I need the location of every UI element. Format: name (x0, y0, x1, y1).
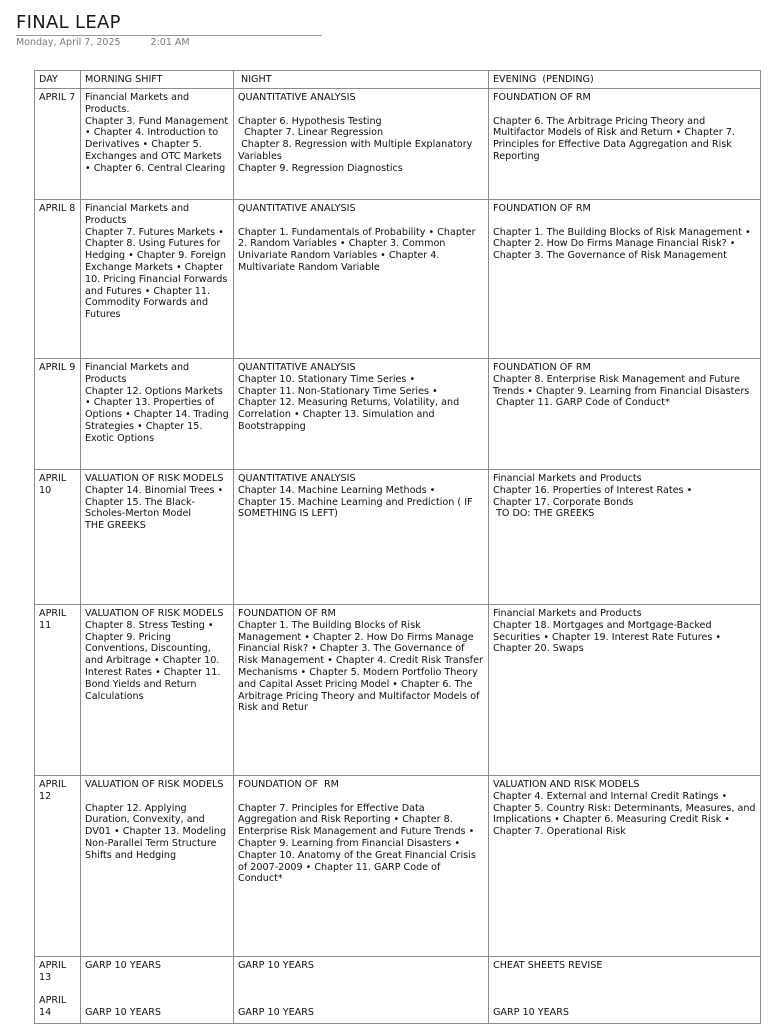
cell-line: Financial Markets and Products (493, 473, 642, 484)
evening-cell[interactable] (489, 470, 761, 605)
cell-line: Chapter 17. Corporate Bonds (493, 496, 634, 508)
cell-line: Chapter 1. The Building Blocks of Risk Management • Chapter 2. How Do Firms Manage Financial Risk? • Chapter 3. The Governance of Risk Management • Chapter 4. Credit Risk Transfer Mechanisms • Chapter 5. Modern Portfolio Theory and Capital Asset Pricing Model • Chapter 6. The Arbitrage Pricing Theory and Multifactor Models of Risk and Retur (238, 619, 486, 714)
evening-cell[interactable] (489, 776, 761, 957)
cell-line: APRIL 12 (39, 779, 70, 802)
evening-cell[interactable] (489, 359, 761, 470)
cell-line: APRIL 7 (39, 92, 76, 103)
cell-line: Chapter 15. Machine Learning and Prediction ( IF SOMETHING IS LEFT) (238, 496, 476, 520)
cell-line: Chapter 11. GARP Code of Conduct* (493, 397, 670, 409)
evening-cell[interactable] (489, 957, 761, 1024)
page-timestamp (16, 37, 190, 48)
morning-cell[interactable] (81, 359, 234, 470)
cell-line: VALUATION AND RISK MODELS (493, 779, 640, 790)
cell-line: GARP 10 YEARS (85, 1007, 161, 1019)
cell-line (493, 984, 756, 996)
cell-line: Chapter 1. The Building Blocks of Risk Management • Chapter 2. How Do Firms Manage Financial Risk? • Chapter 3. The Governance of Risk Management (493, 226, 754, 262)
header-cell-morning[interactable]: MORNING SHIFT (81, 71, 234, 89)
cell-line (238, 972, 484, 984)
day-cell[interactable] (35, 776, 81, 957)
evening-cell[interactable] (489, 200, 761, 359)
morning-cell[interactable] (81, 776, 234, 957)
cell-line: FOUNDATION OF RM (493, 203, 591, 214)
cell-line: Financial Markets and Products. (85, 92, 193, 115)
page-date: Monday, April 7, 2025 (16, 37, 121, 48)
cell-line: Chapter 14. Binomial Trees • Chapter 15. The Black-Scholes-Merton Model (85, 484, 227, 520)
day-cell[interactable] (35, 470, 81, 605)
cell-line: APRIL 11 (39, 608, 70, 631)
night-cell[interactable] (234, 200, 489, 359)
table-row (35, 89, 761, 200)
page-title: FINAL LEAP (16, 12, 121, 33)
cell-line: Chapter 14. Machine Learning Methods • (238, 484, 436, 496)
cell-line: GARP 10 YEARS (85, 960, 161, 971)
header-cell-evening[interactable]: EVENING (PENDING) (489, 71, 761, 89)
cell-line: APRIL 14 (39, 995, 70, 1019)
cell-line: Chapter 8. Enterprise Risk Management and Future Trends • Chapter 9. Learning from Financial Disasters (493, 373, 750, 397)
cell-line: Chapter 8. Stress Testing • Chapter 9. Pricing Conventions, Discounting, and Arbitrage • Chapter 10. Interest Rates • Chapter 11. Bond Yields and Return Calculations (85, 619, 224, 702)
cell-line: Chapter 8. Regression with Multiple Explanatory Variables (238, 139, 476, 162)
morning-cell[interactable] (81, 957, 234, 1024)
cell-line (85, 995, 229, 1007)
evening-cell[interactable] (489, 605, 761, 776)
night-cell[interactable] (234, 957, 489, 1024)
cell-line: APRIL 13 (39, 960, 70, 983)
table-header-row (35, 71, 761, 89)
cell-line: Chapter 12. Measuring Returns, Volatility, and Correlation • Chapter 13. Simulation and Bootstrapping (238, 397, 463, 432)
page-time: 2:01 AM (150, 37, 190, 48)
morning-cell[interactable] (81, 89, 234, 200)
cell-line (85, 984, 229, 996)
night-cell[interactable] (234, 359, 489, 470)
cell-line: Chapter 11. Non-Stationary Time Series • (238, 385, 438, 397)
cell-line: VALUATION OF RISK MODELS (85, 608, 224, 619)
cell-line: Chapter 12. Applying Duration, Convexity, and DV01 • Chapter 13. Modeling Non-Parallel Term Structure Shifts and Hedging (85, 802, 230, 861)
cell-line: GARP 10 YEARS (238, 1007, 314, 1019)
day-cell[interactable] (35, 605, 81, 776)
cell-line: VALUATION OF RISK MODELS (85, 473, 224, 484)
day-cell[interactable] (35, 359, 81, 470)
cell-line: Chapter 7. Principles for Effective Data Aggregation and Risk Reporting • Chapter 8. Enterprise Risk Management and Future Trends • Chapter 9. Learning from Financial Disasters • Chapter 10. Anatomy of the Great Financial Crisis of 2007-2009 • Chapter 11. GARP Code of Conduct* (238, 802, 479, 885)
cell-line: Chapter 6. The Arbitrage Pricing Theory and Multifactor Models of Risk and Return • Chapter 7. Principles for Effective Data Aggregation and Risk Reporting (493, 115, 739, 162)
cell-line: APRIL 9 (39, 362, 76, 373)
day-cell[interactable] (35, 89, 81, 200)
table-row (35, 776, 761, 957)
cell-line (493, 995, 756, 1007)
cell-line: APRIL 8 (39, 203, 76, 214)
title-underline (16, 35, 322, 36)
cell-line: Chapter 7. Futures Markets • Chapter 8. Using Futures for Hedging • Chapter 9. Foreign Exchange Markets • Chapter 10. Pricing Financial Forwards and Futures • Chapter 11. Commodity Forwards and Futures (85, 226, 231, 321)
cell-line: QUANTITATIVE ANALYSIS (238, 473, 356, 484)
cell-line: Chapter 1. Fundamentals of Probability • Chapter 2. Random Variables • Chapter 3. Common Univariate Random Variables • Chapter 4. Multivariate Random Variable (238, 226, 479, 273)
night-cell[interactable] (234, 605, 489, 776)
cell-line: GARP 10 YEARS (238, 960, 314, 971)
cell-line: THE GREEKS (85, 520, 146, 532)
cell-line: Chapter 18. Mortgages and Mortgage-Backed Securities • Chapter 19. Interest Rate Futures • Chapter 20. Swaps (493, 619, 725, 655)
cell-line: Chapter 3. Fund Management • Chapter 4. Introduction to Derivatives • Chapter 5. Exchanges and OTC Markets • Chapter 6. Central Clearing (85, 115, 232, 174)
table-row (35, 359, 761, 470)
cell-line (493, 104, 756, 116)
cell-line: Financial Markets and Products (493, 608, 642, 619)
morning-cell[interactable] (81, 200, 234, 359)
night-cell[interactable] (234, 776, 489, 957)
cell-line: VALUATION OF RISK MODELS (85, 779, 224, 790)
table-row (35, 200, 761, 359)
cell-line (238, 995, 484, 1007)
cell-line: Chapter 16. Properties of Interest Rates • (493, 484, 693, 496)
header-cell-day[interactable]: DAY (35, 71, 81, 89)
day-cell[interactable] (35, 957, 81, 1024)
cell-line: Chapter 12. Options Markets • Chapter 13. Properties of Options • Chapter 14. Trading Strategies • Chapter 15. Exotic Options (85, 385, 232, 444)
table-row (35, 470, 761, 605)
cell-line: QUANTITATIVE ANALYSIS (238, 362, 356, 373)
table-row (35, 957, 761, 1024)
cell-line (493, 215, 756, 227)
morning-cell[interactable] (81, 605, 234, 776)
schedule-table (34, 70, 761, 1024)
cell-line (238, 791, 484, 803)
cell-line (39, 984, 76, 996)
cell-line: QUANTITATIVE ANALYSIS (238, 203, 356, 214)
night-cell[interactable] (234, 89, 489, 200)
cell-line: TO DO: THE GREEKS (493, 508, 595, 520)
header-cell-night[interactable]: NIGHT (234, 71, 489, 89)
cell-line (493, 972, 756, 984)
cell-line (238, 104, 484, 116)
cell-line: FOUNDATION OF RM (238, 779, 339, 790)
cell-line (238, 215, 484, 227)
cell-line: Chapter 9. Regression Diagnostics (238, 162, 403, 174)
morning-cell[interactable] (81, 470, 234, 605)
night-cell[interactable] (234, 470, 489, 605)
cell-line: FOUNDATION OF RM (493, 362, 591, 373)
cell-line: GARP 10 YEARS (493, 1007, 569, 1019)
cell-line: APRIL 10 (39, 473, 70, 496)
cell-line: FOUNDATION OF RM (238, 608, 336, 619)
cell-line: FOUNDATION OF RM (493, 92, 591, 103)
table-row (35, 605, 761, 776)
cell-line (85, 791, 229, 803)
cell-line: Financial Markets and Products (85, 203, 193, 226)
cell-line: Chapter 6. Hypothesis Testing (238, 115, 382, 127)
cell-line: QUANTITATIVE ANALYSIS (238, 92, 356, 103)
cell-line (85, 972, 229, 984)
evening-cell[interactable] (489, 89, 761, 200)
cell-line: CHEAT SHEETS REVISE (493, 960, 603, 971)
cell-line: Chapter 10. Stationary Time Series • (238, 373, 416, 385)
day-cell[interactable] (35, 200, 81, 359)
cell-line (238, 984, 484, 996)
cell-line: Chapter 7. Linear Regression (238, 127, 384, 139)
cell-line: Financial Markets and Products (85, 362, 193, 385)
cell-line: Chapter 4. External and Internal Credit Ratings • Chapter 5. Country Risk: Determinants, Measures, and Implications • Chapter 6. Measuring Credit Risk • Chapter 7. Operational Risk (493, 790, 759, 838)
